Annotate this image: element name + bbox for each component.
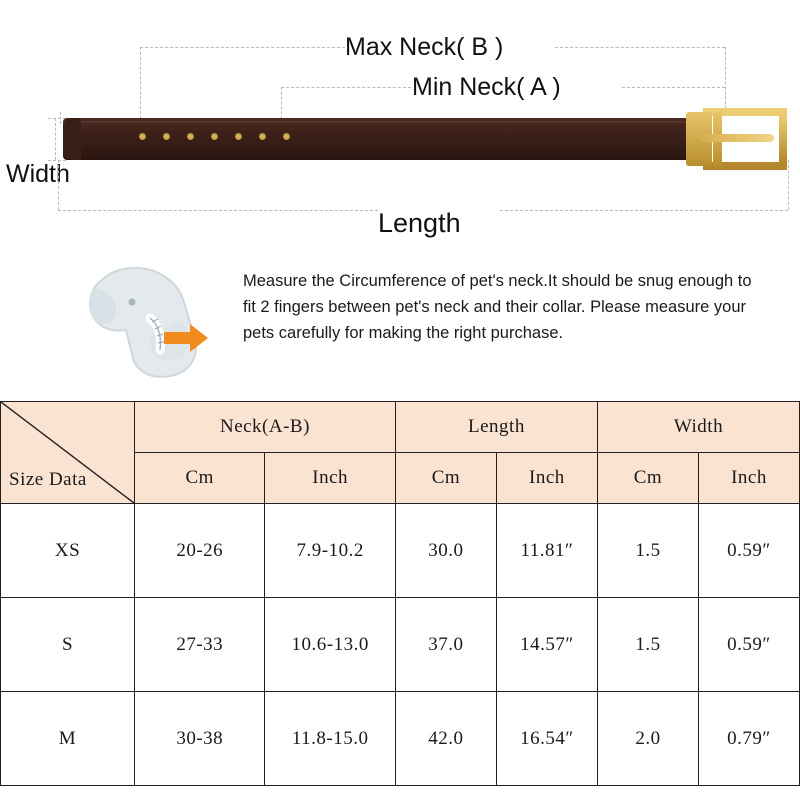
cell-width-cm: 2.0 [597,692,698,786]
table-row [1,598,800,692]
size-chart-table [0,401,800,786]
cell-width-inch: 0.59″ [698,598,799,692]
cell-length-inch: 11.81″ [496,504,597,598]
min-neck-line-left [281,87,411,88]
size-data-label: Size Data [9,469,87,490]
cell-neck-inch: 11.8-15.0 [265,692,395,786]
length-tick-right [788,160,789,210]
cell-length-cm: 30.0 [395,504,496,598]
length-line-right [500,210,788,211]
min-neck-tick-left [281,87,282,119]
header-length-cm: Cm [395,453,496,504]
cell-neck-inch: 10.6-13.0 [265,598,395,692]
dog-head-illustration-icon [72,258,217,383]
cell-width-cm: 1.5 [597,504,698,598]
length-label: Length [378,208,461,238]
cell-length-inch: 14.57″ [496,598,597,692]
cell-neck-cm: 30-38 [135,692,265,786]
cell-width-inch: 0.79″ [698,692,799,786]
min-neck-line-right [622,87,725,88]
length-line-left [58,210,378,211]
strap-hole [187,133,194,140]
width-label: Width [6,160,70,188]
buckle-prong-icon [700,134,774,142]
max-neck-tick-left [140,47,141,119]
collar-strap [63,118,693,160]
max-neck-line-left [140,47,345,48]
strap-hole [283,133,290,140]
cell-length-cm: 42.0 [395,692,496,786]
strap-hole [235,133,242,140]
collar-diagram [0,0,800,250]
length-tick-left [58,160,59,210]
strap-hole [211,133,218,140]
header-length: Length [395,402,597,453]
header-neck-cm: Cm [135,453,265,504]
cell-neck-inch: 7.9-10.2 [265,504,395,598]
header-width: Width [597,402,799,453]
cell-width-inch: 0.59″ [698,504,799,598]
cell-neck-cm: 20-26 [135,504,265,598]
header-neck-inch: Inch [265,453,395,504]
cell-length-cm: 37.0 [395,598,496,692]
strap-hole [259,133,266,140]
collar-strap-tip [63,118,81,160]
cell-length-inch: 16.54″ [496,692,597,786]
cell-neck-cm: 27-33 [135,598,265,692]
header-width-cm: Cm [597,453,698,504]
header-neck: Neck(A-B) [135,402,396,453]
width-span [55,118,56,160]
header-width-inch: Inch [698,453,799,504]
cell-size: M [1,692,135,786]
strap-hole [139,133,146,140]
table-row [1,692,800,786]
min-neck-label: Min Neck( A ) [412,73,561,101]
cell-size: S [1,598,135,692]
table-row [1,504,800,598]
cell-width-cm: 1.5 [597,598,698,692]
strap-hole [163,133,170,140]
measure-instructions: Measure the Circumference of pet's neck.It should be snug enough to fit 2 fingers between pet's neck and their collar. Please measure your pets carefully for making the right purchase. [243,272,752,342]
max-neck-label: Max Neck( B ) [345,33,504,61]
cell-size: XS [1,504,135,598]
max-neck-line-right [555,47,725,48]
corner-size-data-cell [1,402,135,504]
header-length-inch: Inch [496,453,597,504]
table-header-row-groups [1,402,800,453]
measure-note-section [0,250,800,395]
